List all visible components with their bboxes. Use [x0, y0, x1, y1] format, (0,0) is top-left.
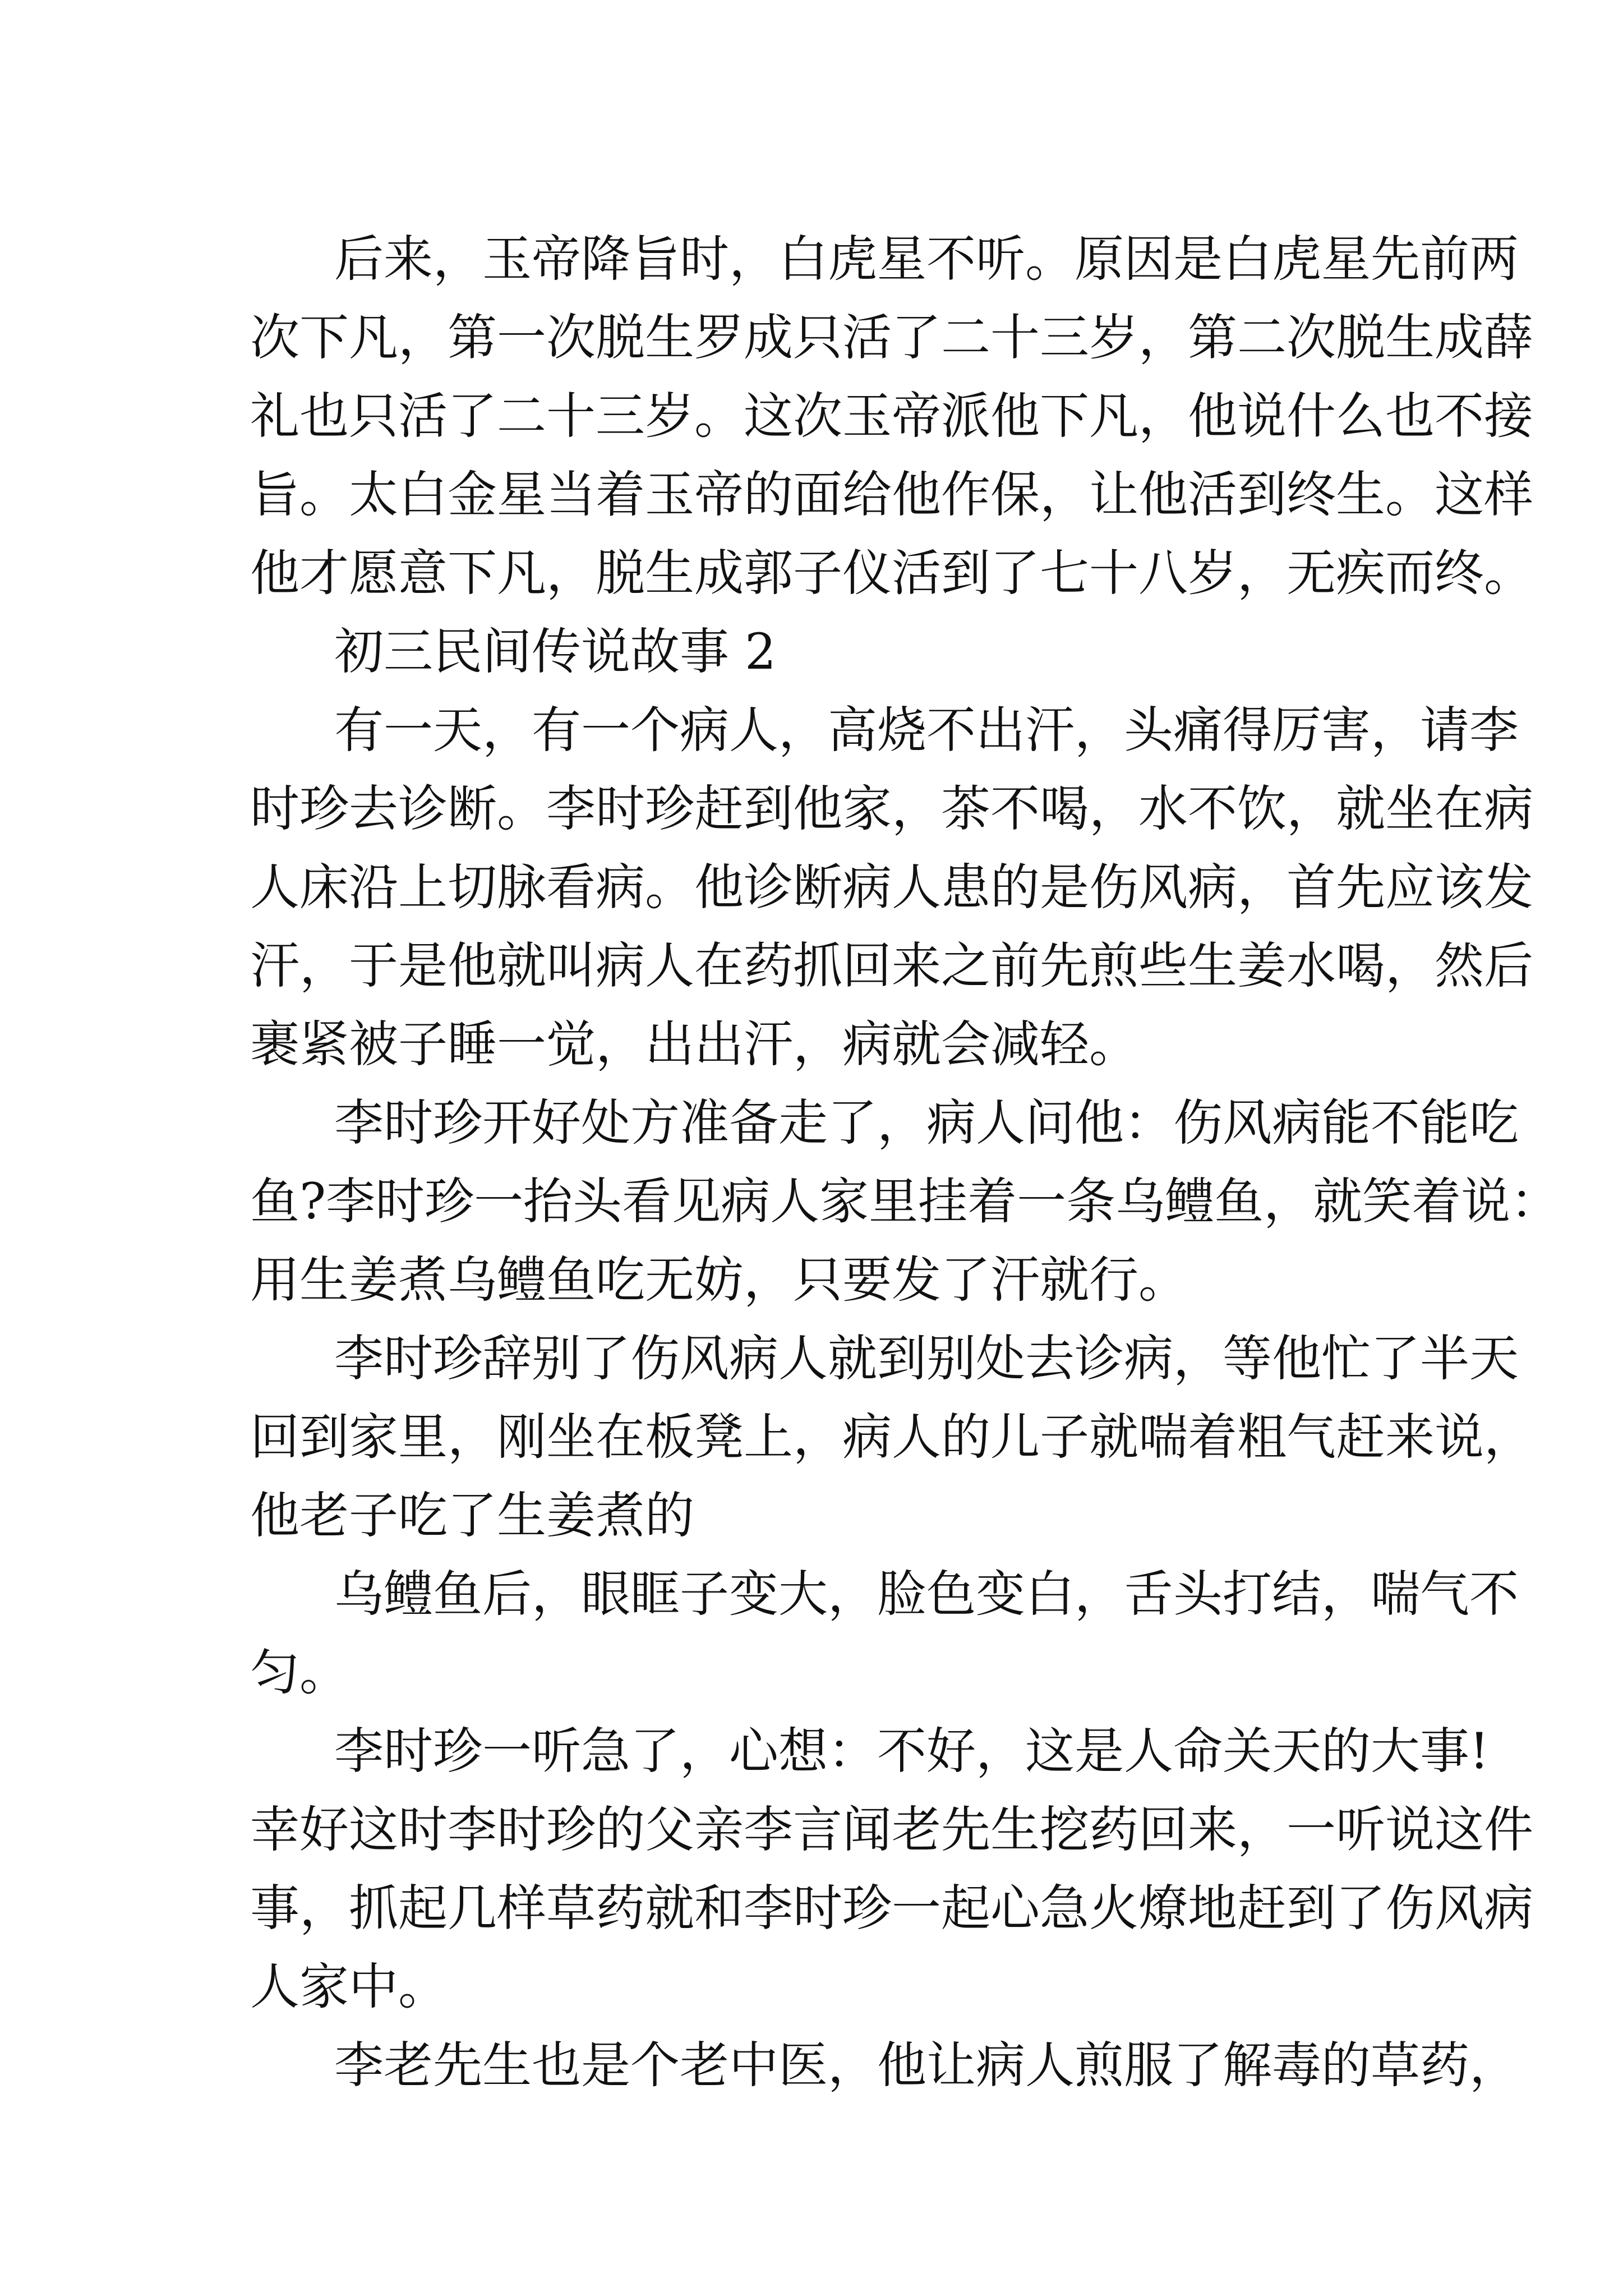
text-line: 回到家里，刚坐在板凳上，病人的儿子就喘着粗气赶来说， [250, 1408, 1534, 1466]
text-line: 汗，于是他就叫病人在药抓回来之前先煎些生姜水喝，然后 [250, 937, 1534, 995]
text-line: 时珍去诊断。李时珍赶到他家，茶不喝，水不饮，就坐在病 [250, 780, 1534, 838]
text-line: 李时珍一听急了，心想：不好，这是人命关天的大事! [334, 1722, 1490, 1780]
text-line: 鱼?李时珍一抬头看见病人家里挂着一条乌鳢鱼，就笑着说： [250, 1172, 1560, 1230]
text-line: 礼也只活了二十三岁。这次玉帝派他下凡，他说什么也不接 [250, 387, 1534, 445]
text-line: 次下凡，第一次脱生罗成只活了二十三岁，第二次脱生成薛 [250, 309, 1534, 366]
text-line: 用生姜煮乌鳢鱼吃无妨，只要发了汗就行。 [250, 1251, 1188, 1309]
text-line: 后来，玉帝降旨时，白虎星不听。原因是白虎星先前两 [334, 230, 1519, 288]
text-line: 有一天，有一个病人，高烧不出汗，头痛得厉害，请李 [334, 701, 1519, 759]
text-line: 事，抓起几样草药就和李时珍一起心急火燎地赶到了伤风病 [250, 1879, 1534, 1937]
text-line: 他老子吃了生姜煮的 [250, 1487, 695, 1544]
text-line: 他才愿意下凡，脱生成郭子仪活到了七十八岁，无疾而终。 [250, 544, 1534, 602]
text-line: 李老先生也是个老中医，他让病人煎服了解毒的草药， [334, 2036, 1519, 2094]
text-line: 乌鳢鱼后，眼眶子变大，脸色变白，舌头打结，喘气不 [334, 1565, 1519, 1623]
text-line: 匀。 [250, 1644, 349, 1701]
text-line: 人床沿上切脉看病。他诊断病人患的是伤风病，首先应该发 [250, 858, 1534, 916]
text-line: 幸好这时李时珍的父亲李言闻老先生挖药回来，一听说这件 [250, 1801, 1534, 1858]
text-line: 人家中。 [250, 1958, 448, 2016]
text-line: 李时珍辞别了伤风病人就到别处去诊病，等他忙了半天 [334, 1329, 1519, 1387]
text-line: 旨。太白金星当着玉帝的面给他作保，让他活到终生。这样 [250, 466, 1534, 523]
section-heading: 初三民间传说故事 2 [334, 623, 776, 680]
text-line: 裹紧被子睡一觉，出出汗，病就会减轻。 [250, 1015, 1139, 1073]
text-line: 李时珍开好处方准备走了，病人问他：伤风病能不能吃 [334, 1094, 1519, 1152]
